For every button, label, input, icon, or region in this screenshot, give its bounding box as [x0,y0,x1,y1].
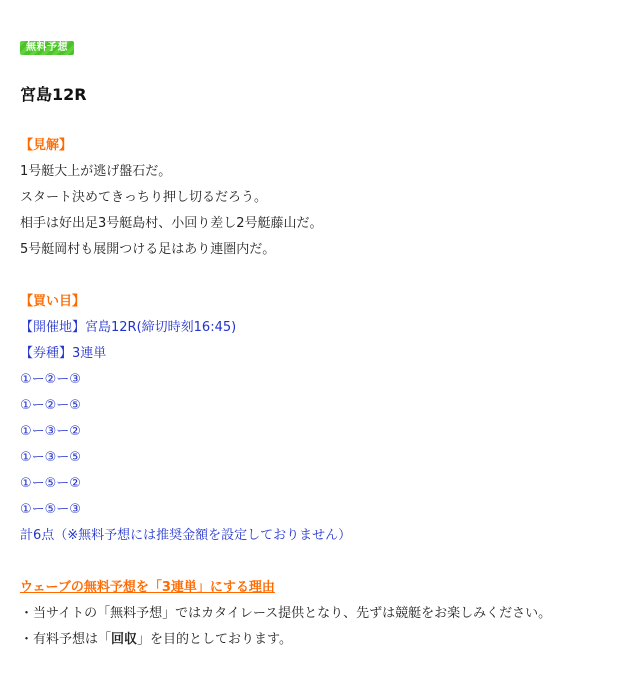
buy-heading: 【買い目】 [20,294,86,309]
free-prediction-badge: 無料予想 [20,41,74,55]
venue-line: 【開催地】宮島12R(締切時刻16:45) [20,320,237,335]
ticket-type-line: 【券種】3連単 [20,346,107,361]
view-line-3: 相手は好出足3号艇島村、小回り差し2号艇藤山だ。 [20,216,323,231]
combination-3: ①ー③ー② [20,424,81,439]
combination-1: ①ー②ー③ [20,372,81,387]
combination-6: ①ー⑤ー③ [20,502,81,517]
reason-line-1: ・当サイトの「無料予想」ではカタイレース提供となり、先ずは競艇をお楽しみください。 [20,606,552,621]
reason-line-2-suffix: 」を目的としております。 [137,632,292,647]
combination-5: ①ー⑤ー② [20,476,81,491]
race-title: 宮島12R [20,85,87,104]
reason-line-2-prefix: ・有料予想は「 [20,632,112,647]
reason-line-2-emphasis: 回収 [111,632,138,647]
combination-4: ①ー③ー⑤ [20,450,81,465]
view-heading: 【見解】 [20,138,73,153]
reason-heading: ウェーブの無料予想を「3連単」にする理由 [20,580,275,595]
reason-line-2 [20,630,292,650]
view-line-4: 5号艇岡村も展開つける足はあり連圏内だ。 [20,242,276,257]
total-points-line: 計6点（※無料予想には推奨金額を設定しておりません） [20,528,352,543]
view-line-1: 1号艇大上が逃げ盤石だ。 [20,164,172,179]
combination-2: ①ー②ー⑤ [20,398,81,413]
view-line-2: スタート決めてきっちり押し切るだろう。 [20,190,268,205]
